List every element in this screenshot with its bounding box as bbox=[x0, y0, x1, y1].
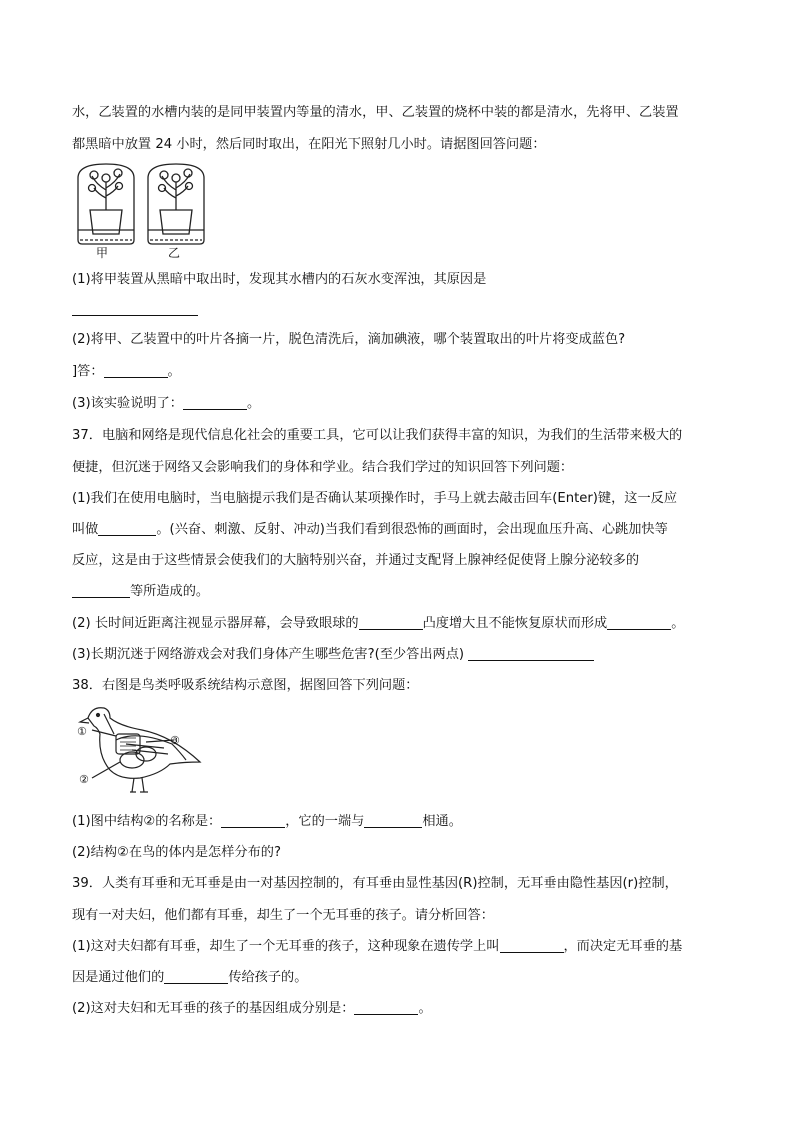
q37-line-6 bbox=[72, 582, 209, 602]
label-yi: 乙 bbox=[168, 246, 181, 260]
q37-text: 叫做 bbox=[72, 522, 99, 537]
q36-part1: (1)将甲装置从黑暗中取出时，发现其水槽内的石灰水变浑浊，其原因是 bbox=[72, 272, 487, 287]
q39-line-1: 39．人类有耳垂和无耳垂是由一对基因控制的，有耳垂由显性基因(R)控制，无耳垂由隐性基因(r)控制， bbox=[72, 876, 678, 891]
q39-line-5 bbox=[72, 999, 432, 1019]
q39-text: 因是通过他们的 bbox=[72, 970, 165, 985]
q39-line-4 bbox=[72, 968, 307, 988]
q39-text: 传给孩子的。 bbox=[228, 970, 308, 985]
q36-answer-prefix: ]答： bbox=[72, 364, 104, 379]
answer-blank[interactable] bbox=[104, 363, 168, 378]
intro-line-1: 水，乙装置的水槽内装的是同甲装置内等量的清水，甲、乙装置的烧杯中装的都是清水，先将甲、乙装置 bbox=[72, 105, 679, 120]
answer-blank[interactable] bbox=[500, 938, 564, 953]
q36-period: 。 bbox=[247, 396, 261, 411]
q37-text: (3)长期沉迷于网络游戏会对我们身体产生哪些危害?(至少答出两点) bbox=[72, 647, 465, 662]
q39-text: 。 bbox=[418, 1001, 432, 1016]
q37-text: (2) 长时间近距离注视显示器屏幕，会导致眼球的 bbox=[72, 616, 359, 631]
intro-line-2: 都黑暗中放置 24 小时，然后同时取出，在阳光下照射几小时。请据图回答问题： bbox=[72, 137, 546, 152]
q36-part3-row bbox=[72, 394, 260, 414]
q37-line-4 bbox=[72, 520, 668, 540]
answer-blank[interactable] bbox=[72, 583, 130, 598]
q37-line-8 bbox=[72, 645, 594, 665]
label-jia: 甲 bbox=[96, 246, 109, 260]
answer-blank[interactable] bbox=[354, 1000, 418, 1015]
q37-line-7 bbox=[72, 614, 684, 634]
answer-blank[interactable] bbox=[607, 615, 671, 630]
q37-line-1: 37．电脑和网络是现代信息化社会的重要工具，它可以让我们获得丰富的知识，为我们的生活带来极大的 bbox=[72, 428, 683, 443]
q37-line-3: (1)我们在使用电脑时，当电脑提示我们是否确认某项操作时，手马上就去敲击回车(Enter)键，这一反应 bbox=[72, 491, 678, 506]
answer-blank[interactable] bbox=[221, 813, 285, 828]
fig-label-3: ③ bbox=[170, 734, 180, 747]
q37-text: 凸度增大且不能恢复原状而形成 bbox=[422, 616, 608, 631]
q37-text: 等所造成的。 bbox=[130, 584, 210, 599]
answer-blank[interactable] bbox=[359, 615, 423, 630]
answer-blank[interactable] bbox=[164, 969, 228, 984]
q39-line-2: 现有一对夫妇，他们都有耳垂，却生了一个无耳垂的孩子。请分析回答： bbox=[72, 908, 494, 923]
answer-blank[interactable] bbox=[72, 301, 198, 316]
q39-text: ，而决定无耳垂的基 bbox=[563, 939, 683, 954]
q36-part2-answer-row bbox=[72, 362, 181, 382]
q36-period: 。 bbox=[167, 364, 181, 379]
q39-line-3 bbox=[72, 937, 682, 957]
q36-part3-prefix: (3)该实验说明了： bbox=[72, 396, 183, 411]
q37-line-5: 反应，这是由于这些情景会使我们的大脑特别兴奋，并通过支配肾上腺神经促使肾上腺分泌较多的 bbox=[72, 553, 640, 568]
q39-text: (2)这对夫妇和无耳垂的孩子的基因组成分别是： bbox=[72, 1001, 355, 1016]
answer-blank[interactable] bbox=[183, 395, 247, 410]
answer-blank[interactable] bbox=[98, 521, 156, 536]
q37-line-2: 便捷，但沉迷于网络又会影响我们的身体和学业。结合我们学过的知识回答下列问题： bbox=[72, 460, 574, 475]
q39-text: (1)这对夫妇都有耳垂，却生了一个无耳垂的孩子，这种现象在遗传学上叫 bbox=[72, 939, 500, 954]
bird-respiratory-figure bbox=[76, 700, 206, 800]
q38-text: (1)图中结构②的名称是： bbox=[72, 814, 222, 829]
q38-text: ，它的一端与 bbox=[285, 814, 365, 829]
q38-line-3: (2)结构②在鸟的体内是怎样分布的? bbox=[72, 845, 281, 860]
q38-line-1: 38．右图是鸟类呼吸系统结构示意图，据图回答下列问题： bbox=[72, 678, 419, 693]
q37-text: 。 bbox=[671, 616, 685, 631]
q37-text: 。(兴奋、刺激、反射、冲动)当我们看到很恐怖的画面时，会出现血压升高、心跳加快等 bbox=[156, 522, 668, 537]
q36-part2: (2)将甲、乙装置中的叶片各摘一片，脱色清洗后，滴加碘液，哪个装置取出的叶片将变成蓝色? bbox=[72, 332, 626, 347]
bell-jar-figure bbox=[72, 160, 212, 264]
answer-blank[interactable] bbox=[364, 813, 422, 828]
answer-blank[interactable] bbox=[468, 646, 594, 661]
q38-line-2 bbox=[72, 812, 462, 832]
fig-label-2: ② bbox=[79, 773, 89, 786]
q38-text: 相通。 bbox=[422, 814, 462, 829]
q36-part1-blank-row bbox=[72, 300, 198, 320]
fig-label-1: ① bbox=[77, 725, 87, 738]
